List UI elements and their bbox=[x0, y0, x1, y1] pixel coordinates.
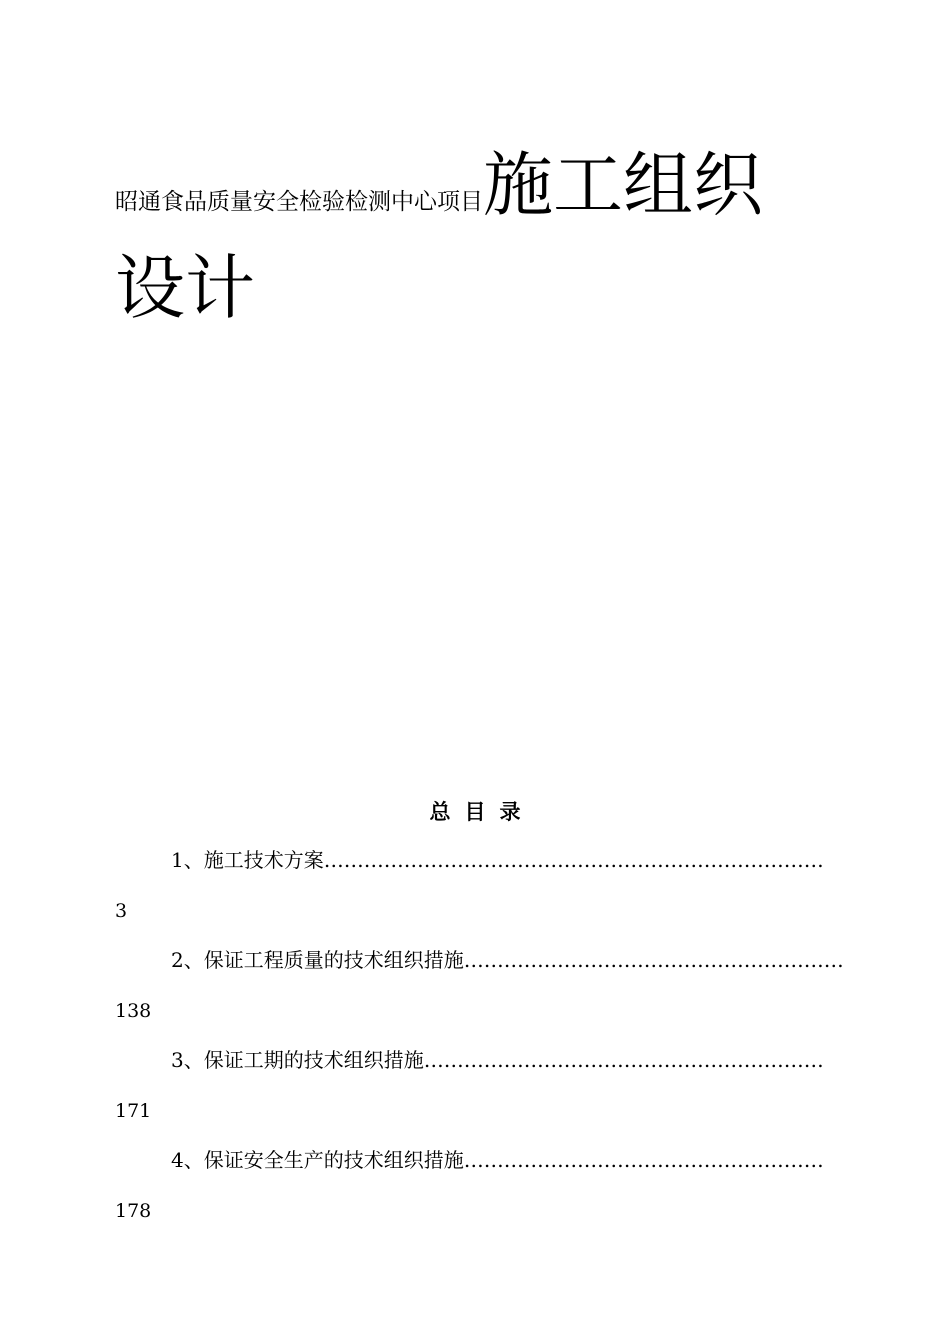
toc-entry-label: 2、保证工程质量的技术组织措施 bbox=[171, 948, 464, 972]
title-main-part-1: 施工组织 bbox=[483, 144, 763, 226]
toc-leader-dots: ……………………………………………… bbox=[463, 1148, 824, 1172]
toc-leader-dots: ………………………………………………………………… bbox=[323, 848, 824, 872]
toc-leader-dots: …………………………………………………… bbox=[423, 1048, 824, 1072]
toc-entry-page: 171 bbox=[115, 1100, 152, 1122]
title-main-part-2: 设计 bbox=[115, 247, 255, 329]
table-of-contents bbox=[115, 840, 865, 1240]
toc-entry-page: 138 bbox=[115, 1000, 152, 1022]
toc-heading: 总目录 bbox=[429, 799, 535, 824]
toc-leader-dots: ………………………………………………… bbox=[463, 948, 844, 972]
toc-entry[interactable] bbox=[115, 1140, 865, 1240]
title-prefix: 昭通食品质量安全检验检测中心项目 bbox=[115, 189, 483, 215]
toc-entry-line bbox=[171, 948, 861, 972]
toc-entry-label: 1、施工技术方案 bbox=[171, 848, 324, 872]
toc-entry-line bbox=[171, 1048, 861, 1072]
toc-entry-label: 4、保证安全生产的技术组织措施 bbox=[171, 1148, 464, 1172]
toc-entry-line bbox=[171, 848, 861, 872]
toc-entry[interactable] bbox=[115, 840, 865, 940]
toc-entry-line bbox=[171, 1148, 861, 1172]
toc-entry[interactable] bbox=[115, 1040, 865, 1140]
toc-entry-page: 178 bbox=[115, 1200, 152, 1222]
toc-entry-page: 3 bbox=[115, 900, 128, 922]
toc-entry-label: 3、保证工期的技术组织措施 bbox=[171, 1048, 424, 1072]
toc-entry[interactable] bbox=[115, 940, 865, 1040]
title-line-1 bbox=[115, 144, 875, 235]
document-title bbox=[115, 144, 875, 329]
